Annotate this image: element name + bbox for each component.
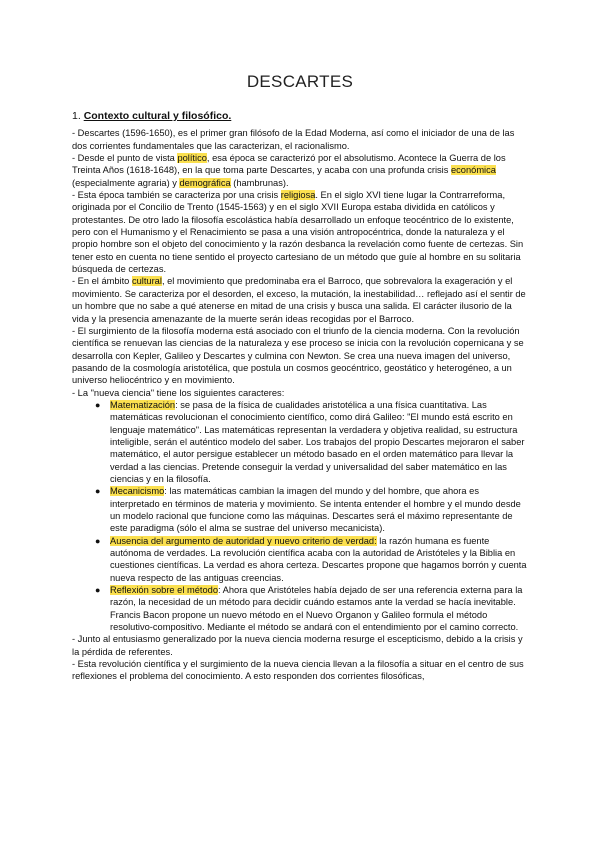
highlighted-text: Ausencia del argumento de autoridad y nuevo criterio de verdad: [110, 535, 377, 546]
text-run: - La "nueva ciencia" tiene los siguientes caracteres: [72, 387, 285, 398]
highlighted-text: económica [450, 165, 496, 176]
text-run: : las matemáticas cambian la imagen del mundo y del hombre, que ahora es interpretado en términos de materia y movimiento. Se intenta entender el hombre y el mundo desde un modelo racional que funcione como las máquinas. Descartes será el máximo representante de este paradigma (sólo el alma se sustrae del universo mecanicista). [110, 486, 521, 534]
text-run: , el movimiento que predominaba era el Barroco, que sobrevalora la exageración y el movimiento. Se caracteriza por el desorden, el exceso, la mutación, la inestabilidad… reflejado así el sentir de un hombre que no sabe a qué atenerse en mitad de una crisis y busca una salida. El carácter ilusorio de la vida y la presencia amenazante de la muerte serán ideas recogidas por el Barroco. [72, 276, 526, 324]
section-heading [72, 110, 530, 122]
characteristics-list [72, 399, 530, 634]
highlighted-text: Reflexión sobre el método [110, 585, 219, 596]
text-run: . En el siglo XVI tiene lugar la Contrarreforma, originada por el Concilio de Trento (1545-1563) y en el siglo XVII Europa estaba dividida en católicos y protestantes. De otro lado la filosofía escolástica había desarrollado un enfoque teocéntrico de lo existente, pero con el Humanismo y el Renacimiento se pasa a una visión antropocéntrica, donde la naturaleza y el propio hombre son el objeto del conocimiento y la razón desbanca la revelación como fuente de certezas. Sin tener esto en cuenta no tiene sentido el proyecto cartesiano de un método que guíe al hombre en su solitaria búsqueda de certezas. [72, 190, 524, 275]
bullet-dot-icon: ● [95, 486, 101, 497]
paragraph [72, 387, 530, 399]
paragraph [72, 152, 530, 189]
text-run: : Ahora que Aristóteles había dejado de ser una referencia externa para la razón, la necesidad de un método para decidir cuándo estamos ante la verdad se hacía inevitable. Francis Bacon propone un nuevo método en el Nuevo Organon y Galileo formula el método resolutivo-compositivo. Mediante el método se andará con el entendimiento por el camino correcto. [110, 585, 523, 633]
bullet-dot-icon: ● [95, 399, 101, 410]
highlighted-text: religiosa [280, 190, 316, 201]
list-item [95, 584, 530, 633]
text-run: , esa época se caracterizó por el absolutismo. Acontece la Guerra de los Treinta Años (1618-1648), en la que toma parte Descartes, y acaba con una profunda crisis [72, 153, 506, 176]
paragraph [72, 127, 530, 152]
highlighted-text: Mecanicismo [110, 486, 165, 497]
paragraph [72, 275, 530, 324]
closing-paragraphs [72, 633, 530, 682]
paragraph [72, 633, 530, 658]
text-run: - Junto al entusiasmo generalizado por la nueva ciencia moderna resurge el escepticismo, debido a la crisis y la pérdida de referentes. [72, 634, 523, 657]
highlighted-text: cultural [131, 276, 162, 287]
text-run: - Esta revolución científica y el surgimiento de la nueva ciencia llevan a la filosofía a situar en el centro de sus reflexiones el problema del conocimiento. A esto responden dos corrientes filosóficas, [72, 659, 524, 682]
bullet-dot-icon: ● [95, 585, 101, 596]
highlighted-text: político [177, 153, 207, 164]
intro-paragraphs [72, 127, 530, 399]
list-item-text [110, 585, 522, 632]
list-item [95, 399, 530, 485]
section-number: 1. [72, 110, 81, 122]
text-run: - En el ámbito [72, 276, 132, 287]
text-run: - Desde el punto de vista [72, 153, 178, 164]
section-title: Contexto cultural y filosófico. [83, 110, 232, 122]
text-run: (especialmente agraria) y [72, 177, 180, 188]
text-run: : se pasa de la física de cualidades aristotélica a una física cuantitativa. Las matemáticas revolucionan el conocimiento científico, como dirá Galileo: "El mundo está escrito en lenguaje matemático". Las matemáticas representan la verdadera y objetiva realidad, su estructura inteligible, serán el auténtico modelo del saber. Los trabajos del propio Descartes mejoraron el saber matemático, el autor persigue establecer un método basado en el orden matemático para llevar la verdad a las ciencias. Pretende conseguir la verdad y universalidad del saber matemático en las ciencias y en la filosofía. [110, 399, 525, 484]
paragraph [72, 189, 530, 275]
list-item [95, 485, 530, 534]
text-run: la razón humana es fuente autónoma de verdades. La revolución científica acaba con la autoridad de Aristóteles y la Biblia en cuestiones científicas. La verdad es ahora certeza. Descartes propone que hagamos borrón y cuenta nueva respecto de las antiguas creencias. [110, 535, 527, 583]
list-item [95, 535, 530, 584]
text-run: - Esta época también se caracteriza por una crisis [72, 190, 281, 201]
list-item-text [110, 536, 527, 583]
highlighted-text: demográfica [179, 177, 231, 188]
paragraph [72, 325, 530, 387]
highlighted-text: Matematización [110, 399, 176, 410]
text-run: (hambrunas). [230, 177, 289, 188]
text-run: - Descartes (1596-1650), es el primer gran filósofo de la Edad Moderna, así como el iniciador de una de las dos corrientes fundamentales que las caracterizan, el racionalismo. [72, 128, 515, 151]
paragraph [72, 658, 530, 683]
document-title: DESCARTES [246, 72, 354, 91]
document-body [72, 110, 530, 683]
bullet-dot-icon: ● [95, 535, 101, 546]
list-item-text [110, 486, 521, 533]
text-run: - El surgimiento de la filosofía moderna está asociado con el triunfo de la ciencia moderna. Con la revolución científica se renuevan las ciencias de la naturaleza y ese proceso se inicia con la revolución copernicana y se desarrolla con Kepler, Galileo y Descartes y culmina con Newton. Se crea una nueva imagen del universo, pasando de la cosmología aristotélica, que postula un cosmos geocéntrico, geostático y heterogéneo, a un universo heliocéntrico y en movimiento. [72, 325, 524, 386]
list-item-text [110, 400, 524, 484]
